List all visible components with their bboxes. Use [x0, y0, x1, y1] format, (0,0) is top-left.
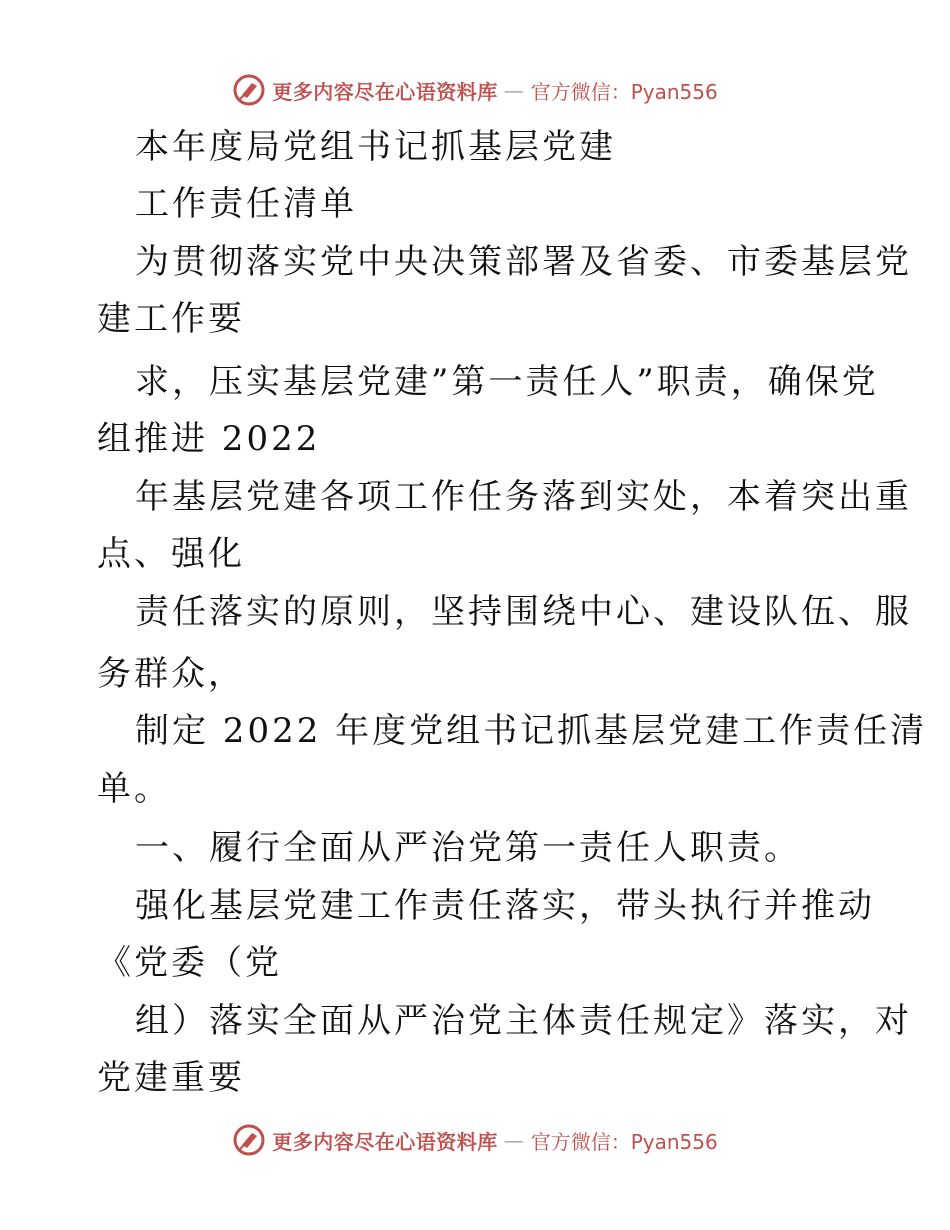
- text-line: 为贯彻落实党中央决策部署及省委、市委基层党: [135, 242, 912, 282]
- section-heading: 一、履行全面从严治党第一责任人职责。: [135, 828, 801, 868]
- header-watermark: [0, 70, 950, 110]
- text-line: 组）落实全面从严治党主体责任规定》落实，对: [135, 1001, 912, 1041]
- text-line: 建工作要: [97, 299, 245, 339]
- logo-icon: [232, 1123, 266, 1157]
- text-line: 强化基层党建工作责任落实，带头执行并推动: [135, 886, 875, 926]
- text-line: 组推进 2022: [97, 419, 321, 459]
- text-line: 求，压实基层党建”第一责任人”职责，确保党: [135, 362, 879, 402]
- title-line-1: 本年度局党组书记抓基层党建: [135, 127, 616, 167]
- watermark-separator: —: [503, 1128, 525, 1152]
- watermark-contact: 官方微信：Pyan556: [530, 1129, 718, 1154]
- text-line: 制定 2022 年度党组书记抓基层党建工作责任清: [135, 711, 928, 751]
- text-line: 《党委（党: [97, 943, 282, 983]
- watermark-site-text: 更多内容尽在心语资料库: [272, 79, 498, 104]
- text-line: 单。: [97, 769, 171, 809]
- watermark-separator: —: [503, 78, 525, 102]
- text-line: 责任落实的原则，坚持围绕中心、建设队伍、服: [135, 592, 912, 632]
- title-line-2: 工作责任清单: [135, 184, 357, 224]
- footer-watermark: [0, 1120, 950, 1160]
- watermark-site-text: 更多内容尽在心语资料库: [272, 1129, 498, 1154]
- text-line: 年基层党建各项工作任务落到实处，本着突出重: [135, 477, 912, 517]
- watermark-contact: 官方微信：Pyan556: [530, 79, 718, 104]
- text-line: 点、强化: [97, 534, 245, 574]
- text-line: 党建重要: [97, 1058, 245, 1098]
- text-line: 务群众，: [97, 654, 245, 694]
- logo-icon: [232, 73, 266, 107]
